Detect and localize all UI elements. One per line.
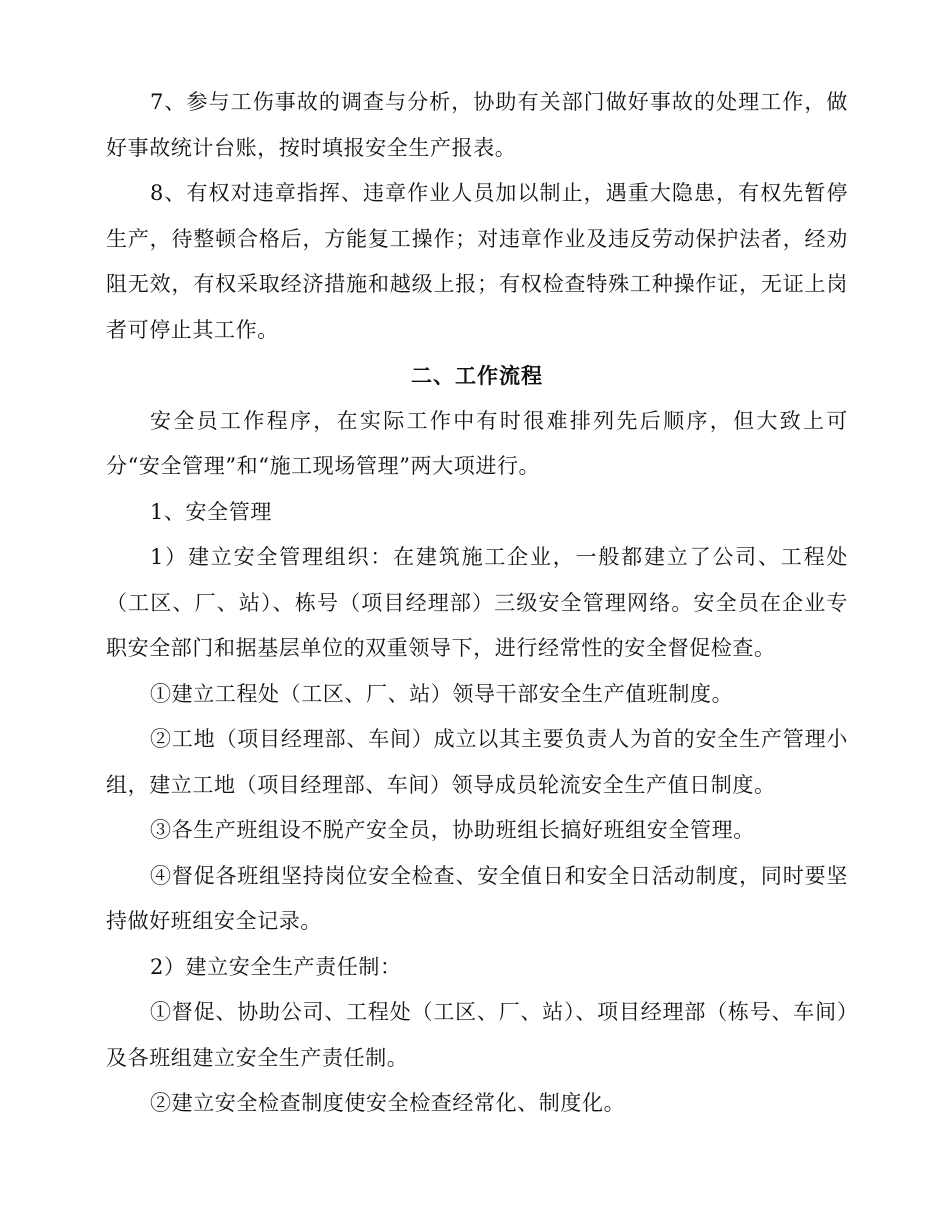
paragraph-duty-7: 7、参与工伤事故的调查与分析，协助有关部门做好事故的处理工作，做好事故统计台账，按时填报安全生产报表。 — [106, 90, 848, 160]
list-item: ③各生产班组设不脱产安全员，协助班组长搞好班组安全管理。 — [150, 818, 755, 842]
sub-heading-safety-management: 1、安全管理 — [150, 499, 272, 524]
paragraph-item-1: 1）建立安全管理组织：在建筑施工企业，一般都建立了公司、工程处（工区、厂、站）、栋号（项目经理部）三级安全管理网络。安全员在企业专职安全部门和据基层单位的双重领导下，进行经常性的安全督促检查。 — [106, 545, 848, 660]
list-item: ②建立安全检查制度使安全检查经常化、制度化。 — [150, 1091, 626, 1115]
list-item: ④督促各班组坚持岗位安全检查、安全值日和安全日活动制度，同时要坚持做好班组安全记录。 — [106, 863, 848, 933]
paragraph-intro: 安全员工作程序，在实际工作中有时很难排列先后顺序，但大致上可分“安全管理”和“施工现场管理”两大项进行。 — [106, 408, 848, 478]
list-item: ①督促、协助公司、工程处（工区、厂、站）、项目经理部（栋号、车间）及各班组建立安全生产责任制。 — [106, 1000, 848, 1070]
document-page — [106, 80, 848, 1127]
list-item: ②工地（项目经理部、车间）成立以其主要负责人为首的安全生产管理小组，建立工地（项目经理部、车间）领导成员轮流安全生产值日制度。 — [106, 727, 848, 797]
paragraph-duty-8: 8、有权对违章指挥、违章作业人员加以制止，遇重大隐患，有权先暂停生产，待整顿合格后，方能复工操作；对违章作业及违反劳动保护法者，经劝阻无效，有权采取经济措施和越级上报；有权检查特殊工种操作证，无证上岗者可停止其工作。 — [106, 181, 848, 342]
list-item: ①建立工程处（工区、厂、站）领导干部安全生产值班制度。 — [150, 681, 734, 706]
section-heading: 二、工作流程 — [411, 363, 543, 388]
paragraph-item-2: 2）建立安全生产责任制： — [150, 954, 402, 979]
